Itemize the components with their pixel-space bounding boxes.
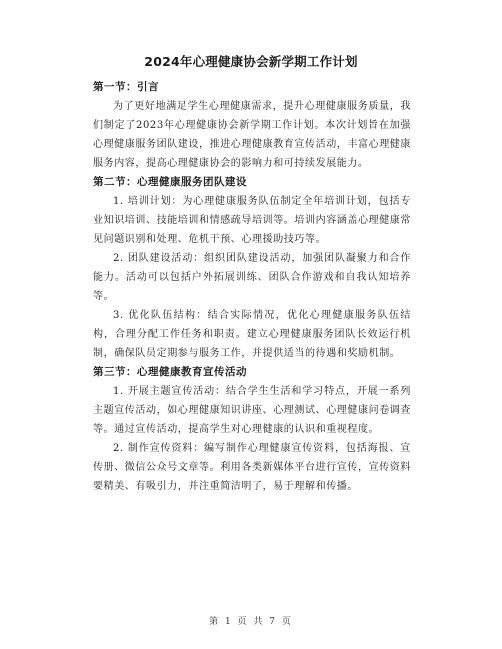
section-heading: 第二节：心理健康服务团队建设 [93,176,247,188]
section-heading: 第三节：心理健康教育宣传活动 [93,366,247,378]
paragraph: 2. 团队建设活动：组织团队建设活动，加强团队凝聚力和合作能力。活动可以包括户外拓展训练、团队合作游戏和自我认知培养等。 [93,253,411,302]
paragraph: 1. 培训计划：为心理健康服务队伍制定全年培训计划，包括专业知识培训、技能培训和情感疏导培训等。培训内容涵盖心理健康常见问题识别和处理、危机干预、心理援助技巧等。 [93,196,411,245]
page-footer: 第 1 页 共 7 页 [209,617,293,627]
section-team-building [93,173,411,363]
document-title: 2024年心理健康协会新学期工作计划 [144,54,358,69]
paragraph: 为了更好地满足学生心理健康需求，提升心理健康服务质量，我们制定了2023年心理健康协会新学期工作计划。本次计划旨在加强心理健康服务团队建设，推进心理健康教育宣传活动，丰富心理健康服务内容，提高心理健康协会的影响力和可持续发展能力。 [93,101,411,169]
section-education-promotion [93,363,411,496]
section-heading: 第一节：引言 [93,81,159,93]
paragraph: 3. 优化队伍结构：结合实际情况，优化心理健康服务队伍结构，合理分配工作任务和职责。建立心理健康服务团队长效运行机制，确保队员定期参与服务工作，并提供适当的待遇和奖励机制。 [93,310,411,359]
section-introduction [93,78,411,173]
paragraph: 1. 开展主题宣传活动：结合学生生活和学习特点，开展一系列主题宣传活动，如心理健康知识讲座、心理测试、心理健康问卷调查等。通过宣传活动，提高学生对心理健康的认识和重视程度。 [93,386,411,435]
paragraph: 2. 制作宣传资料：编写制作心理健康宣传资料，包括海报、宣传册、微信公众号文章等。利用各类新媒体平台进行宣传，宣传资料要精美、有吸引力，并注重简洁明了，易于理解和传播。 [93,443,411,492]
document-body [93,78,411,496]
